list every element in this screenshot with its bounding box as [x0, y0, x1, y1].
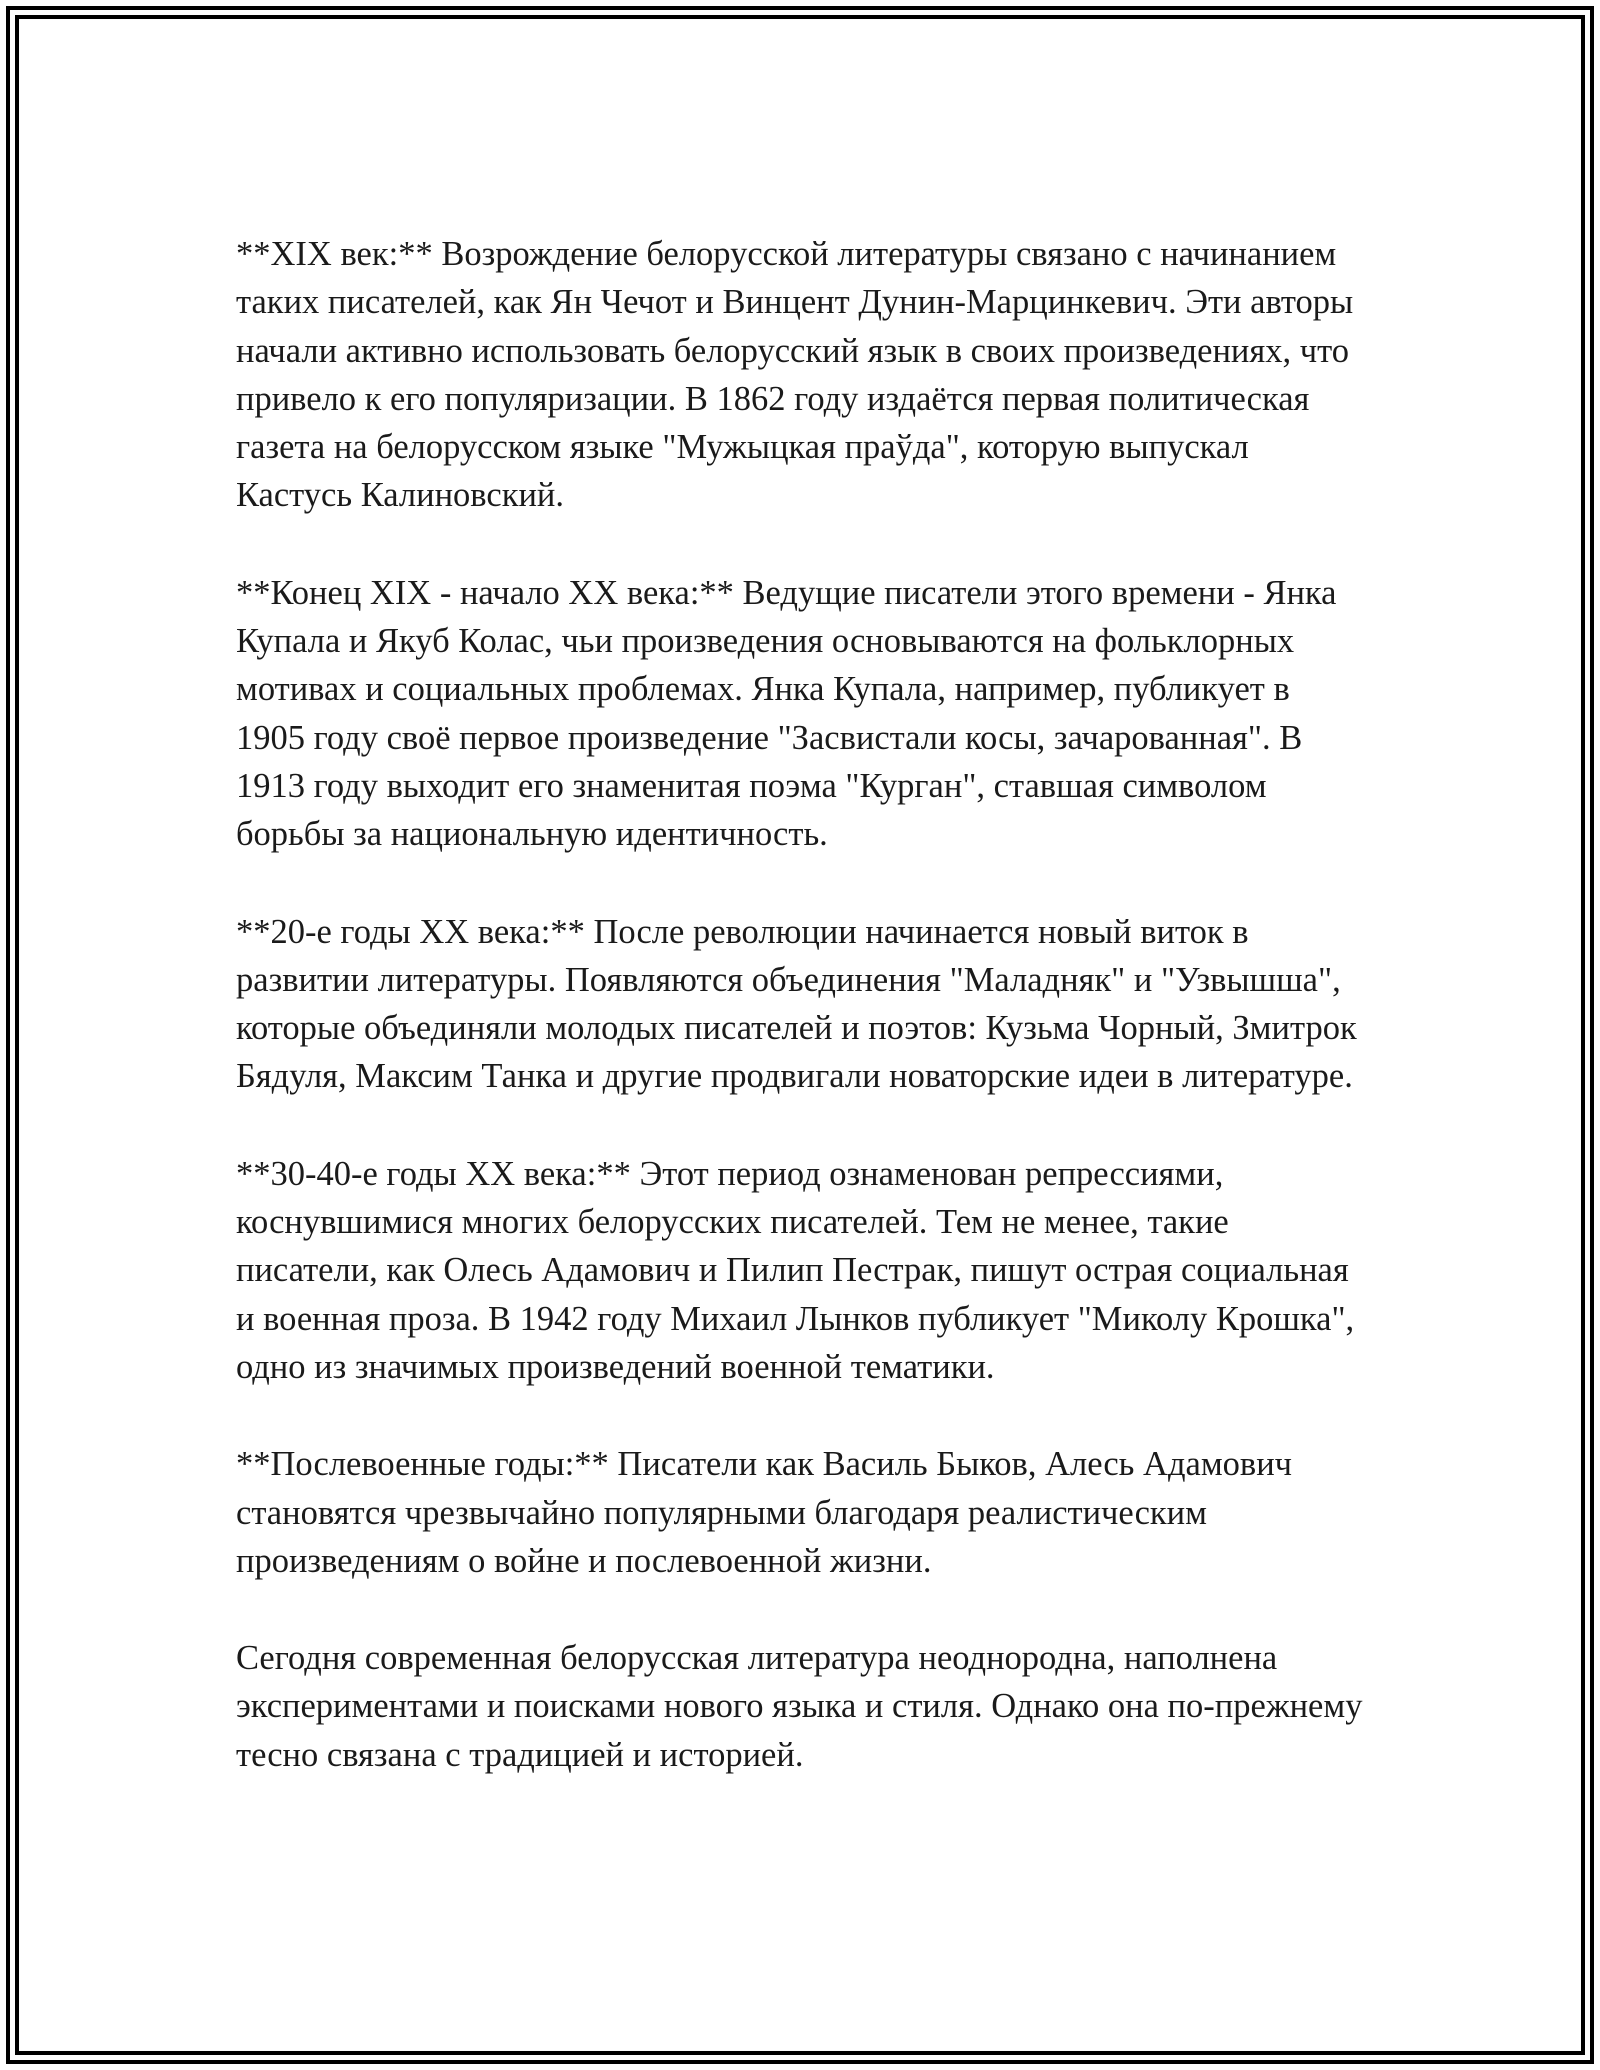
paragraph-today: Сегодня современная белорусская литература неоднородна, наполнена экспериментами и поисками нового языка и стиля. Однако она по-прежнему тесно связана с традицией и историей. [236, 1639, 1363, 1774]
paragraph-xix-century: **XIX век:** Возрождение белорусской литературы связано с начинанием таких писателей, как Ян Чечот и Винцент Дунин-Марцинкевич. Эти авторы начали активно использовать белорусский язык в своих произведениях, что привело к его популяризации. В 1862 году издаётся первая политическая газета на белорусском языке "Мужыцкая праўда", которую выпускал Кастусь Калиновский. [236, 235, 1354, 515]
document-body [236, 230, 1366, 1779]
paragraph-late-xix-early-xx: **Конец XIX - начало XX века:** Ведущие писатели этого времени - Янка Купала и Якуб Колас, чьи произведения основываются на фольклорных мотивах и социальных проблемах. Янка Купала, например, публикует в 1905 году своё первое произведение "Засвистали косы, зачарованная". В 1913 году выходит его знаменитая поэма "Курган", ставшая символом борьбы за национальную идентичность. [236, 573, 1337, 854]
paragraph-1920s: **20-е годы XX века:** После революции начинается новый виток в развитии литературы. Появляются объединения "Маладняк" и "Узвышша", которые объединяли молодых писателей и поэтов: Кузьма Чорный, Змитрок Бядуля, Максим Танка и другие продвигали новаторские идеи в литературе. [236, 912, 1357, 1096]
paragraph-postwar: **Послевоенные годы:** Писатели как Василь Быков, Алесь Адамович становятся чрезвычайно популярными благодаря реалистическим произведениям о войне и послевоенной жизни. [236, 1445, 1293, 1580]
paragraph-1930s-1940s: **30-40-е годы XX века:** Этот период ознаменован репрессиями, коснувшимися многих белорусских писателей. Тем не менее, такие писатели, как Олесь Адамович и Пилип Пестрак, пишут острая социальная и военная проза. В 1942 году Михаил Лынков публикует "Миколу Крошка", одно из значимых произведений военной тематики. [236, 1154, 1355, 1386]
